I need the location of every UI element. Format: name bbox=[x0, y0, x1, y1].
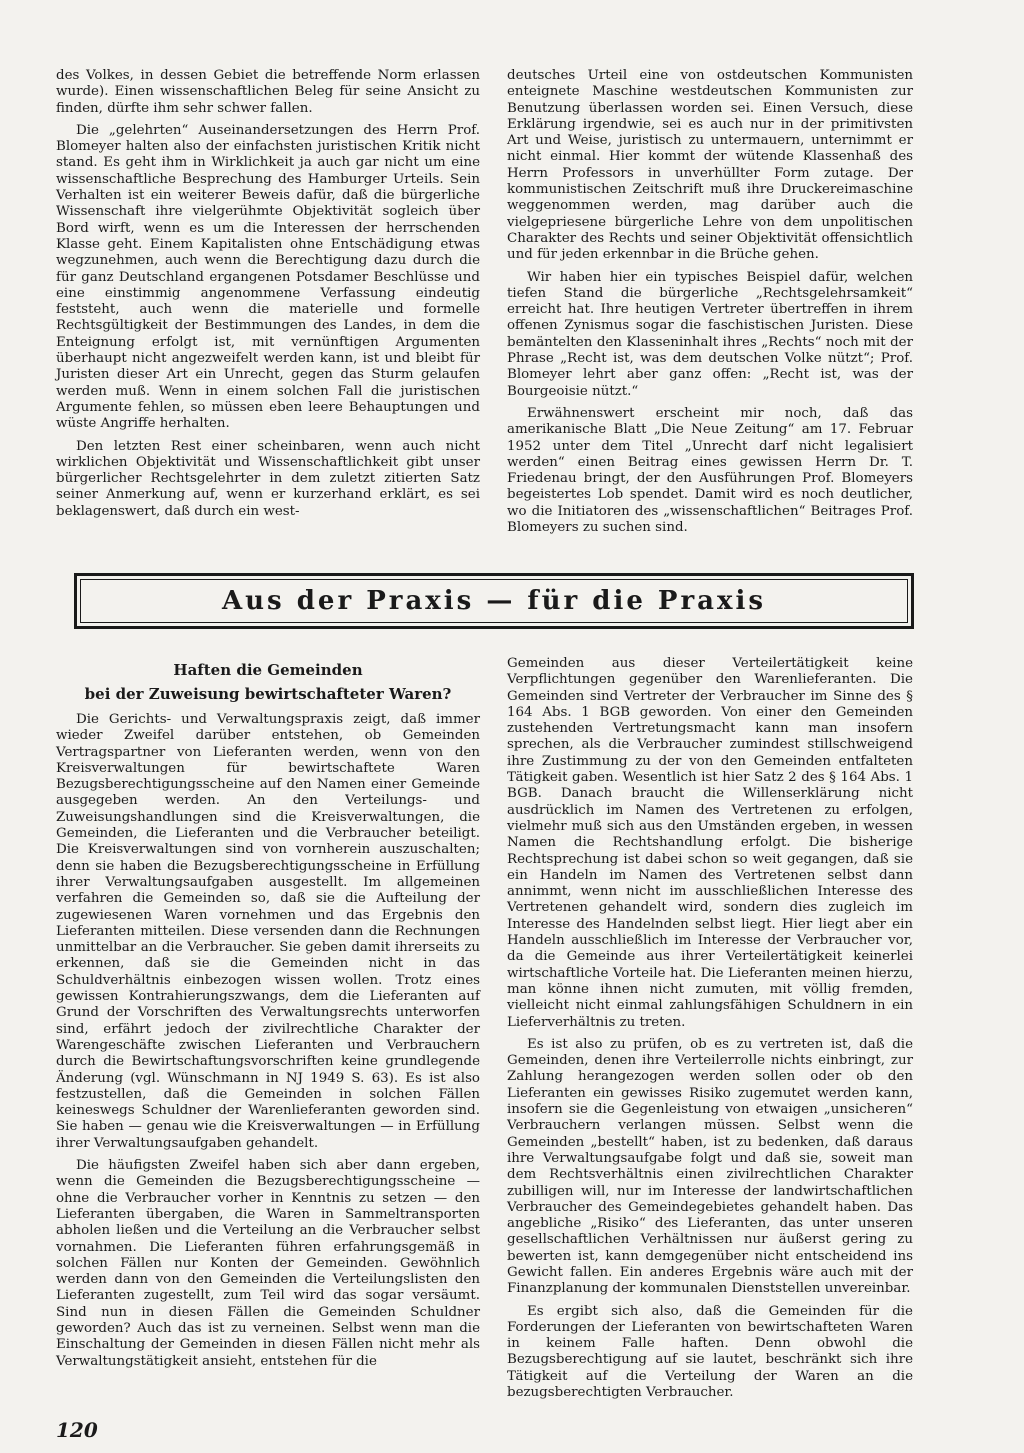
article-title-line-2: bei der Zuweisung bewirtschafteter Waren? bbox=[84, 685, 452, 703]
section-banner bbox=[74, 573, 914, 629]
section-banner-inner-frame bbox=[80, 579, 908, 623]
article-title bbox=[56, 658, 480, 706]
section-title: Aus der Praxis — für die Praxis bbox=[221, 586, 767, 616]
paragraph: Die Gerichts- und Verwaltungspraxis zeigt, daß immer wieder Zweifel darüber entstehen, ob Gemeinden Vertragspartner von Lieferanten werden, wenn von den Kreisverwaltungen für bewirtschaftete Waren Bezugsberechtigungsscheine auf den Namen einer Gemeinde ausgegeben werden. An den Verteilungs- und Zuweisungshandlungen sind die Kreisverwaltungen, die Gemeinden, die Lieferanten und die Verbraucher beteiligt. Die Kreisverwaltungen sind von vornherein auszuschalten; denn sie haben die Bezugsberechtigungsscheine in Erfüllung ihrer Verwaltungsaufgaben ausgestellt. Im allgemeinen verfahren die Gemeinden so, daß sie die Aufteilung der zugewiesenen Waren vornehmen und das Ergebnis den Lieferanten mitteilen. Diese versenden dann die Rechnungen unmittelbar an die Verbraucher. Sie geben damit ihrerseits zu erkennen, daß sie die Gemeinden nicht in das Schuldverhältnis einbezogen wissen wollen. Trotz eines gewissen Kontrahierungszwangs, dem die Lieferanten auf Grund der Vorschriften des Verwaltungsrechts unterworfen sind, erfährt jedoch der zivilrechtliche Charakter der Warengeschäfte zwischen Lieferanten und Verbrauchern durch die Bewirtschaftungsvorschriften keine grundlegende Änderung (vgl. Wünschmann in NJ 1949 S. 63). Es ist also festzustellen, daß die Gemeinden in solchen Fällen keineswegs Schuldner der Warenlieferanten geworden sind. Sie haben — genau wie die Kreisverwaltungen — in Erfüllung ihrer Verwaltungsaufgaben gehandelt. bbox=[56, 712, 480, 1151]
page-number: 120 bbox=[56, 1418, 98, 1442]
column-bottom-left bbox=[56, 712, 480, 1376]
paragraph: Die „gelehrten“ Auseinandersetzungen des Herrn Prof. Blomeyer halten also der einfachsten juristischen Kritik nicht stand. Es geht ihm in Wirklichkeit ja auch gar nicht um eine wissenschaftliche Besprechung des Hamburger Urteils. Sein Verhalten ist ein weiterer Beweis dafür, daß die bürgerliche Wissenschaft ihre vielgerühmte Objektivität sogleich über Bord wirft, wenn es um die Interessen der herrschenden Klasse geht. Einem Kapitalisten ohne Entschädigung etwas wegzunehmen, auch wenn die Berechtigung dazu durch die für ganz Deutschland ergangenen Potsdamer Beschlüsse und eine einstimmig angenommene Verfassung eindeutig feststeht, auch wenn die materielle und formelle Rechtsgültigkeit der Bestimmungen des Landes, in dem die Enteignung erfolgt ist, mit vernünftigen Argumenten überhaupt nicht angezweifelt werden kann, ist und bleibt für Juristen dieser Art ein Unrecht, gegen das Sturm gelaufen werden muß. Wenn in einem solchen Fall die juristischen Argumente fehlen, so müssen eben leere Behauptungen und wüste Angriffe herhalten. bbox=[56, 122, 480, 432]
paragraph: Die häufigsten Zweifel haben sich aber dann ergeben, wenn die Gemeinden die Bezugsberechtigungsscheine — ohne die Verbraucher vorher in Kenntnis zu setzen — den Lieferanten übergaben, die Waren in Sammeltransporten abholen ließen und die Verteilung an die Verbraucher selbst vornahmen. Die Lieferanten führen erfahrungsgemäß in solchen Fällen nur Konten der Gemeinden. Gewöhnlich werden dann von den Gemeinden die Verteilungslisten den Lieferanten zugestellt, zum Teil wird das sogar versäumt. Sind nun in diesen Fällen die Gemeinden Schuldner geworden? Auch das ist zu verneinen. Selbst wenn man die Einschaltung der Gemeinden in diesen Fällen nicht mehr als Verwaltungstätigkeit ansieht, entstehen für die bbox=[56, 1158, 480, 1369]
paragraph: des Volkes, in dessen Gebiet die betreffende Norm erlassen wurde). Einen wissenschaftlichen Beleg für seine Ansicht zu finden, dürfte ihm sehr schwer fallen. bbox=[56, 68, 480, 116]
paragraph: deutsches Urteil eine von ostdeutschen Kommunisten enteignete Maschine westdeutschen Kommunisten zur Benutzung überlassen worden sei. Einen Versuch, diese Erklärung irgendwie, sei es auch nur in der primitivsten Art und Weise, juristisch zu untermauern, unternimmt er nicht einmal. Hier kommt der wütende Klassenhaß des Herrn Professors in unverhüllter Form zutage. Der kommunistischen Zeitschrift muß ihre Druckereimaschine weggenommen werden, mag darüber auch die vielgepriesene bürgerliche Lehre von dem unpolitischen Charakter des Rechts und seiner Objektivität offensichtlich und für jeden erkennbar in die Brüche gehen. bbox=[507, 68, 913, 263]
paragraph: Es ergibt sich also, daß die Gemeinden für die Forderungen der Lieferanten von bewirtschafteten Waren in keinem Falle haften. Denn obwohl die Bezugsberechtigung auf sie lautet, beschränkt sich ihre Tätigkeit auf die Verteilung der Waren an die bezugsberechtigten Verbraucher. bbox=[507, 1303, 913, 1401]
paragraph: Den letzten Rest einer scheinbaren, wenn auch nicht wirklichen Objektivität und Wissenschaftlichkeit gibt unser bürgerlicher Rechtsgelehrter in dem zuletzt zitierten Satz seiner Anmerkung auf, wenn er kurzerhand erklärt, es sei beklagenswert, daß durch ein west- bbox=[56, 438, 480, 519]
column-top-left bbox=[56, 68, 480, 526]
column-top-right bbox=[507, 68, 913, 542]
column-bottom-right bbox=[507, 656, 913, 1407]
paragraph: Gemeinden aus dieser Verteilertätigkeit keine Verpflichtungen gegenüber den Warenlieferanten. Die Gemeinden sind Vertreter der Verbraucher im Sinne des § 164 Abs. 1 BGB geworden. Von einer den Gemeinden zustehenden Vertretungsmacht kann man insofern sprechen, als die Verbraucher zumindest stillschweigend ihre Zustimmung zu der von den Gemeinden entfalteten Tätigkeit gaben. Wesentlich ist hier Satz 2 des § 164 Abs. 1 BGB. Danach braucht die Willenserklärung nicht ausdrücklich im Namen des Vertretenen zu erfolgen, vielmehr muß sich aus den Umständen ergeben, in wessen Namen die Rechtshandlung erfolgt. Die bisherige Rechtsprechung ist dabei schon so weit gegangen, daß sie ein Handeln im Namen des Vertretenen selbst dann annimmt, wenn nicht im ausschließlichen Interesse des Vertretenen gehandelt wird, sondern dies zugleich im Interesse des Handelnden selbst liegt. Hier liegt aber ein Handeln ausschließlich im Interesse der Verbraucher vor, da die Gemeinde aus ihrer Verteilertätigkeit keinerlei wirtschaftliche Vorteile hat. Die Lieferanten meinen hierzu, man könne ihnen nicht zumuten, mit völlig fremden, vielleicht nicht einmal zahlungsfähigen Schuldnern in ein Lieferverhältnis zu treten. bbox=[507, 656, 913, 1030]
paragraph: Erwähnenswert erscheint mir noch, daß das amerikanische Blatt „Die Neue Zeitung“ am 17. Februar 1952 unter dem Titel „Unrecht darf nicht legalisiert werden“ einen Beitrag eines gewissen Herrn Dr. T. Friedenau bringt, der den Ausführungen Prof. Blomeyers begeistertes Lob spendet. Damit wird es noch deutlicher, wo die Initiatoren des „wissenschaftlichen“ Beitrages Prof. Blomeyers zu suchen sind. bbox=[507, 405, 913, 536]
paragraph: Wir haben hier ein typisches Beispiel dafür, welchen tiefen Stand die bürgerliche „Rechtsgelehrsamkeit“ erreicht hat. Ihre heutigen Vertreter übertreffen in ihrem offenen Zynismus sogar die faschistischen Juristen. Diese bemäntelten den Klasseninhalt ihres „Rechts“ noch mit der Phrase „Recht ist, was dem deutschen Volke nützt“; Prof. Blomeyer lehrt aber ganz offen: „Recht ist, was der Bourgeoisie nützt.“ bbox=[507, 269, 913, 399]
article-title-line-1: Haften die Gemeinden bbox=[173, 661, 363, 679]
paragraph: Es ist also zu prüfen, ob es zu vertreten ist, daß die Gemeinden, denen ihre Verteilerrolle nichts einbringt, zur Zahlung herangezogen werden sollen oder ob den Lieferanten ein gewisses Risiko zugemutet werden kann, insofern sie die Gegenleistung von etwaigen „unsicheren“ Verbrauchern verlangen müssen. Selbst wenn die Gemeinden „bestellt“ haben, ist zu bedenken, daß daraus ihre Verwaltungsaufgabe folgt und daß sie, soweit man dem Rechtsverhältnis einen zivilrechtlichen Charakter zubilligen will, nur im Interesse der landwirtschaftlichen Verbraucher des Gemeindegebietes gehandelt haben. Das angebliche „Risiko“ des Lieferanten, das unter unseren gesellschaftlichen Verhältnissen nur äußerst gering zu bewerten ist, kann demgegenüber nicht entscheidend ins Gewicht fallen. Ein anderes Ergebnis wäre auch mit der Finanzplanung der kommunalen Dienststellen unvereinbar. bbox=[507, 1036, 913, 1297]
